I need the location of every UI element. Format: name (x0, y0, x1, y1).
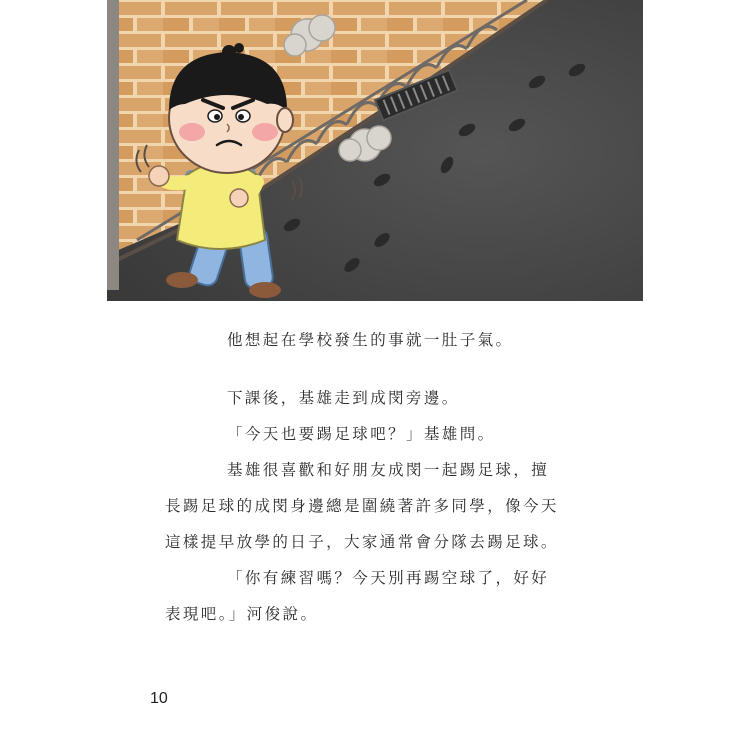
story-paragraph-4: 基雄很喜歡和好朋友成閔一起踢足球，擅長踢足球的成閔身邊總是圍繞著許多同學，像今天這樣提早放學的日子，大家通常會分隊去踢足球。 (165, 461, 559, 551)
story-paragraph-2: 下課後，基雄走到成閔旁邊。 (227, 389, 460, 407)
page-number: 10 (150, 690, 168, 707)
story-paragraph-5: 「你有練習嗎？今天別再踢空球了，好好表現吧。」河俊說。 (165, 569, 550, 623)
story-illustration (107, 0, 643, 301)
story-text (165, 322, 565, 632)
cartoon-angry-boy-icon (107, 0, 643, 301)
story-paragraph-3: 「今天也要踢足球吧？」基雄問。 (227, 425, 496, 443)
story-paragraph-1: 他想起在學校發生的事就一肚子氣。 (227, 331, 514, 349)
